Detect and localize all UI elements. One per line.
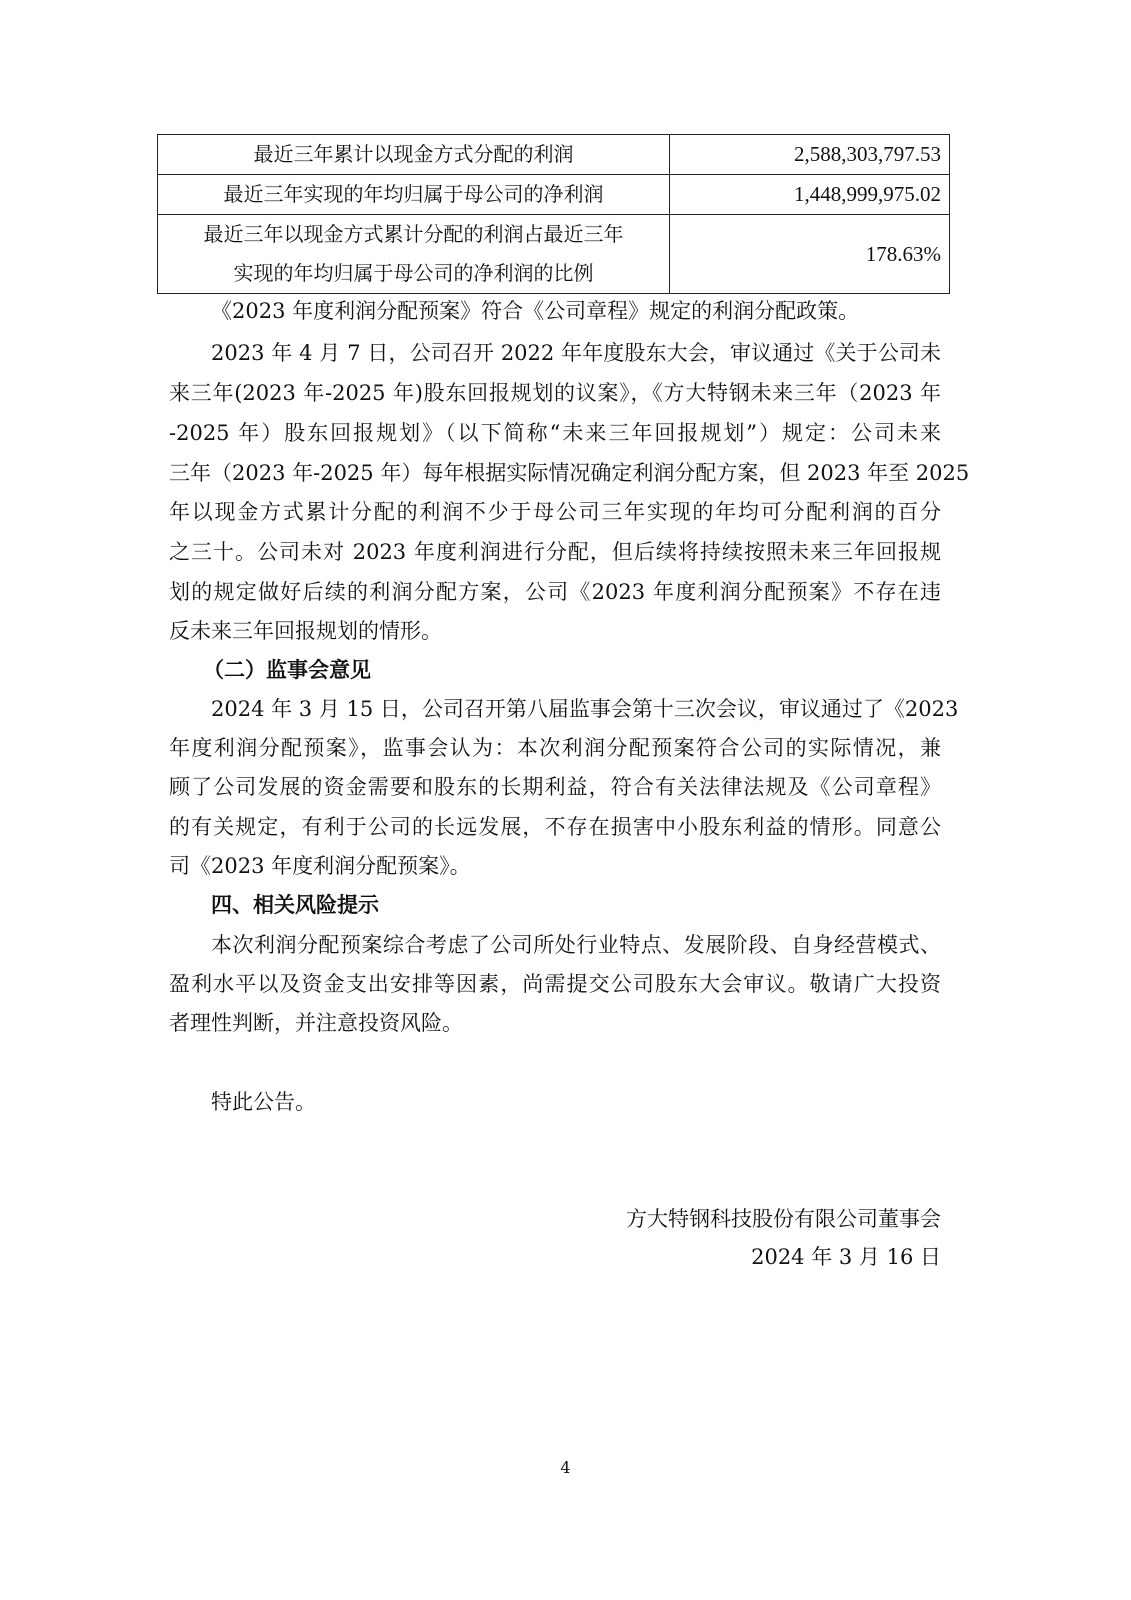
paragraph-line: 划的规定做好后续的利润分配方案，公司《2023 年度利润分配预案》不存在违 [169, 580, 941, 604]
table-row [158, 215, 950, 294]
signature-date: 2024 年 3 月 16 日 [751, 1245, 941, 1269]
paragraph-line: 之三十。公司未对 2023 年度利润进行分配，但后续将持续按照未来三年回报规 [169, 540, 941, 564]
paragraph-line: 反未来三年回报规划的情形。 [169, 619, 442, 643]
row-value: 1,448,999,975.02 [670, 175, 950, 215]
table-row [158, 175, 950, 215]
page-number: 4 [560, 1458, 571, 1477]
row-label: 最近三年累计以现金方式分配的利润 [158, 135, 670, 175]
row-label-line: 实现的年均归属于母公司的净利润的比例 [233, 261, 594, 285]
paragraph-line: 2023 年 4 月 7 日，公司召开 2022 年年度股东大会，审议通过《关于公司未 [211, 341, 941, 365]
paragraph-line: 者理性判断，并注意投资风险。 [169, 1011, 463, 1035]
row-value: 2,588,303,797.53 [670, 135, 950, 175]
paragraph-line: -2025 年）股东回报规划》（以下简称“未来三年回报规划”）规定：公司未来 [169, 421, 941, 445]
closing-text: 特此公告。 [211, 1090, 316, 1114]
paragraph-line: 三年（2023 年-2025 年）每年根据实际情况确定利润分配方案，但 2023 年至 2025 [169, 461, 970, 485]
paragraph-line: 年度利润分配预案》，监事会认为：本次利润分配预案符合公司的实际情况，兼 [169, 736, 941, 760]
row-label: 最近三年实现的年均归属于母公司的净利润 [158, 175, 670, 215]
paragraph-line: 来三年(2023 年-2025 年)股东回报规划的议案》，《方大特钢未来三年（2023 年 [169, 381, 941, 405]
signature-company: 方大特钢科技股份有限公司董事会 [626, 1207, 941, 1231]
paragraph-line: 盈利水平以及资金支出安排等因素，尚需提交公司股东大会审议。敬请广大投资 [169, 972, 941, 996]
paragraph-line: 年以现金方式累计分配的利润不少于母公司三年实现的年均可分配利润的百分 [169, 500, 941, 524]
profit-distribution-table [157, 134, 950, 294]
paragraph-line: 本次利润分配预案综合考虑了公司所处行业特点、发展阶段、自身经营模式、 [211, 933, 941, 957]
table-row [158, 135, 950, 175]
row-label-line: 最近三年以现金方式累计分配的利润占最近三年 [203, 222, 624, 246]
paragraph-line: 司《2023 年度利润分配预案》。 [169, 854, 471, 878]
paragraph-line: 2024 年 3 月 15 日，公司召开第八届监事会第十三次会议，审议通过了《2023 [211, 697, 959, 721]
section-heading: （二）监事会意见 [203, 657, 371, 682]
section-heading: 四、相关风险提示 [211, 892, 379, 917]
row-label [158, 215, 670, 294]
paragraph-line: 《2023 年度利润分配预案》符合《公司章程》规定的利润分配政策。 [211, 299, 860, 323]
paragraph-line: 的有关规定，有利于公司的长远发展，不存在损害中小股东利益的情形。同意公 [169, 815, 941, 839]
paragraph-line: 顾了公司发展的资金需要和股东的长期利益，符合有关法律法规及《公司章程》 [169, 775, 941, 799]
row-value: 178.63% [670, 215, 950, 294]
